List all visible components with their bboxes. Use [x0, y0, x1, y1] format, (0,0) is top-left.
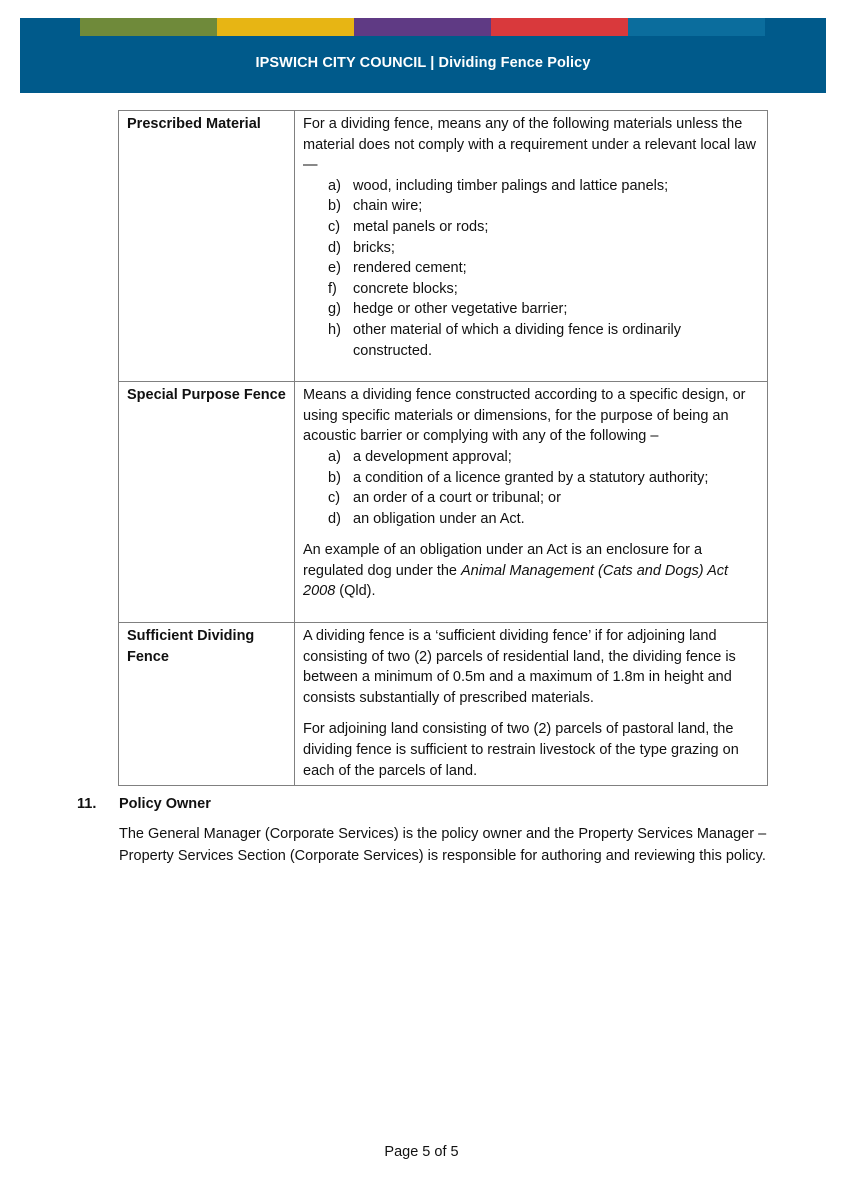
page-number: Page 5 of 5	[384, 1144, 459, 1160]
definition-row	[119, 111, 768, 382]
definition-intro: Means a dividing fence constructed according to a specific design, or using specific materials or dimensions, for the purpose of being an acoustic barrier or complying with any of the following –	[303, 387, 746, 445]
list-item: a) a development approval;	[328, 448, 512, 465]
definition-note: An example of an obligation under an Act is an enclosure for a regulated dog under the Animal Management (Cats and Dogs) Act 2008 (Qld).	[303, 542, 729, 600]
header-color-stripes	[80, 18, 765, 36]
header-stripe-yellow	[217, 18, 354, 36]
act-title: Animal Management (Cats and Dogs) Act 2008	[303, 562, 729, 600]
list-item: b) a condition of a licence granted by a statutory authority;	[328, 469, 709, 486]
list-item: d) bricks;	[328, 239, 395, 256]
header-stripe-red	[491, 18, 628, 36]
list-item: b) chain wire;	[328, 198, 423, 215]
definition-term: Special Purpose Fence	[119, 382, 295, 623]
list-item: g) hedge or other vegetative barrier;	[328, 301, 568, 318]
section-body: The General Manager (Corporate Services) is the policy owner and the Property Services Manager – Property Services Section (Corporate Services) is responsible for authoring and reviewing this policy.	[119, 826, 767, 864]
list-item: c) metal panels or rods;	[328, 218, 489, 235]
policy-owner-section	[77, 793, 777, 867]
definition-intro: For a dividing fence, means any of the following materials unless the material does not comply with a requirement under a relevant local law—	[303, 116, 756, 174]
page-header	[20, 18, 826, 93]
list-item: d) an obligation under an Act.	[328, 510, 525, 527]
definitions-table	[118, 110, 768, 786]
definition-paragraph: A dividing fence is a ‘sufficient dividing fence’ if for adjoining land consisting of two (2) parcels of residential land, the dividing fence is between a minimum of 0.5m and a maximum of 1.8m in height and consists substantially of prescribed materials.	[303, 628, 736, 706]
definition-paragraph: For adjoining land consisting of two (2) parcels of pastoral land, the dividing fence is sufficient to restrain livestock of the type grazing on each of the parcels of land.	[303, 721, 739, 779]
header-stripe-purple	[354, 18, 491, 36]
list-item: e) rendered cement;	[328, 260, 467, 277]
list-item: h) other material of which a dividing fence is ordinarily constructed.	[328, 321, 682, 359]
header-title: IPSWICH CITY COUNCIL | Dividing Fence Policy	[255, 55, 591, 71]
definition-term: Prescribed Material	[119, 111, 295, 382]
definition-text	[295, 111, 768, 382]
section-heading	[77, 793, 777, 815]
definition-row	[119, 382, 768, 623]
list-item: f) concrete blocks;	[328, 280, 458, 297]
section-number: 11.	[77, 796, 97, 812]
header-stripe-green	[80, 18, 217, 36]
section-title: Policy Owner	[119, 796, 211, 812]
list-item: c) an order of a court or tribunal; or	[328, 490, 561, 507]
list-item: a) wood, including timber palings and lattice panels;	[328, 177, 669, 194]
header-stripe-blue	[628, 18, 765, 36]
definition-list	[303, 447, 759, 529]
definition-text	[295, 382, 768, 623]
definition-text	[295, 623, 768, 786]
definition-list	[303, 176, 759, 361]
definition-term: Sufficient Dividing Fence	[119, 623, 295, 786]
definition-row	[119, 623, 768, 786]
